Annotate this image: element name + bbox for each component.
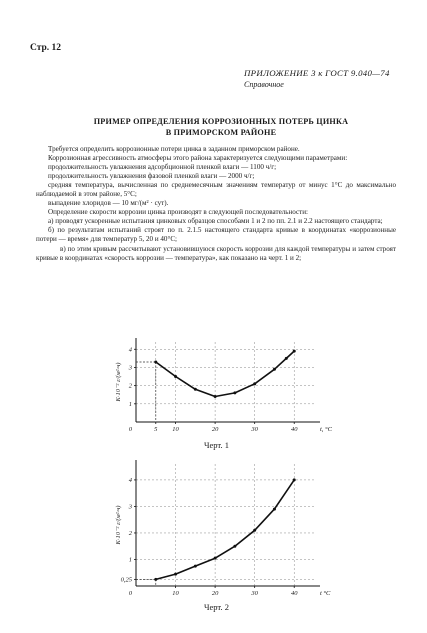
origin-label: 0 [128, 426, 132, 433]
x-tick-label: 20 [211, 426, 219, 433]
x-tick-label: 5 [154, 426, 158, 433]
data-point [214, 395, 217, 398]
section-heading [36, 116, 406, 138]
data-series-line [156, 480, 294, 580]
data-point [273, 508, 276, 511]
x-tick-label: 30 [251, 426, 258, 433]
y-tick-label: 4 [128, 476, 132, 484]
data-point [214, 557, 217, 560]
paragraph: а) проводят ускоренные испытания цинковых образцов способами 1 и 2 по пп. 2.1 и 2.2 настоящего стандарта; [48, 217, 383, 226]
data-point [194, 565, 197, 568]
paragraph: Коррозионная агрессивность атмосферы этого района характеризуется следующими параметрами: [48, 154, 348, 163]
x-axis-label: t °C [320, 590, 331, 597]
data-point [174, 375, 177, 378]
data-point [233, 545, 236, 548]
chart-2-caption: Черт. 2 [204, 602, 230, 612]
data-point [253, 382, 256, 385]
x-tick-label: 30 [251, 590, 258, 597]
body-text [36, 145, 396, 263]
data-series-line [156, 351, 294, 396]
heading-line-1: ПРИМЕР ОПРЕДЕЛЕНИЯ КОРРОЗИОННЫХ ПОТЕРЬ ЦИНКА [93, 117, 349, 126]
x-tick-label: 10 [172, 426, 179, 433]
paragraph: средняя температура, вычисленная по среднемесячным значениям температур от минус 1°C до максимально наблюдаемой в этом районе, 5°C; [36, 181, 396, 199]
data-point [285, 357, 288, 360]
data-point [194, 388, 197, 391]
y-tick-label: 4 [128, 346, 132, 354]
data-point [253, 529, 256, 532]
y-tick-label: 1 [128, 556, 132, 564]
chart-2 [110, 452, 340, 602]
paragraph: Определение скорости коррозии цинка производят в следующей последовательности: [48, 208, 309, 217]
data-point [293, 350, 296, 353]
paragraph: Требуется определить коррозионные потери цинка в заданном приморском районе. [48, 145, 300, 153]
appendix-reference: ПРИЛОЖЕНИЕ 3 к ГОСТ 9.040—74 [244, 68, 390, 78]
x-tick-label: 10 [172, 590, 179, 597]
data-point [174, 573, 177, 576]
y-tick-label: 1 [128, 400, 132, 408]
y-tick-label: 2 [128, 529, 132, 537]
paragraph: в) по этим кривым рассчитывают установившуюся скорость коррозии для каждой температуры и затем строят кривые в координатах «скорость коррозии — температура», как показано на черт. 1 и 2; [36, 244, 396, 262]
chart-1 [110, 330, 340, 440]
heading-line-2: В ПРИМОРСКОМ РАЙОНЕ [165, 128, 277, 137]
paragraph: б) по результатам испытаний строят по п. 2.1.5 настоящего стандарта кривые в координатах «коррозионные потери — время» для температур 5, 20 и 40°C; [36, 226, 396, 244]
y-tick-label: 2 [128, 382, 132, 390]
data-point [233, 391, 236, 394]
paragraph: продолжительность увлажнения фазовой пленкой влаги — 2000 ч/г; [48, 172, 255, 181]
chart-1-caption: Черт. 1 [204, 440, 230, 450]
page-number: Стр. 12 [30, 43, 62, 53]
x-tick-label: 40 [290, 426, 298, 433]
data-point [273, 368, 276, 371]
x-tick-label: 40 [290, 590, 298, 597]
x-axis-label: t, °C [320, 426, 332, 433]
reference-note: Справочное [244, 80, 284, 89]
x-tick-label: 20 [211, 590, 219, 597]
y-tick-label: 3 [128, 503, 132, 511]
y-axis-label: K·10⁻² г/(м²·ч) [115, 362, 122, 402]
y-tick-label: 3 [128, 364, 132, 372]
y-tick-label: 0,25 [120, 576, 132, 584]
data-point [154, 578, 157, 581]
y-axis-label: K·10⁻² г/(м²·ч) [115, 505, 122, 545]
paragraph: выпадение хлоридов — 10 мг/(м² · сут). [48, 199, 169, 208]
paragraph: продолжительность увлажнения адсорбционной пленкой влаги — 1100 ч/г; [48, 163, 277, 172]
data-point [293, 478, 296, 481]
data-point [154, 361, 157, 364]
origin-label: 0 [128, 590, 132, 597]
